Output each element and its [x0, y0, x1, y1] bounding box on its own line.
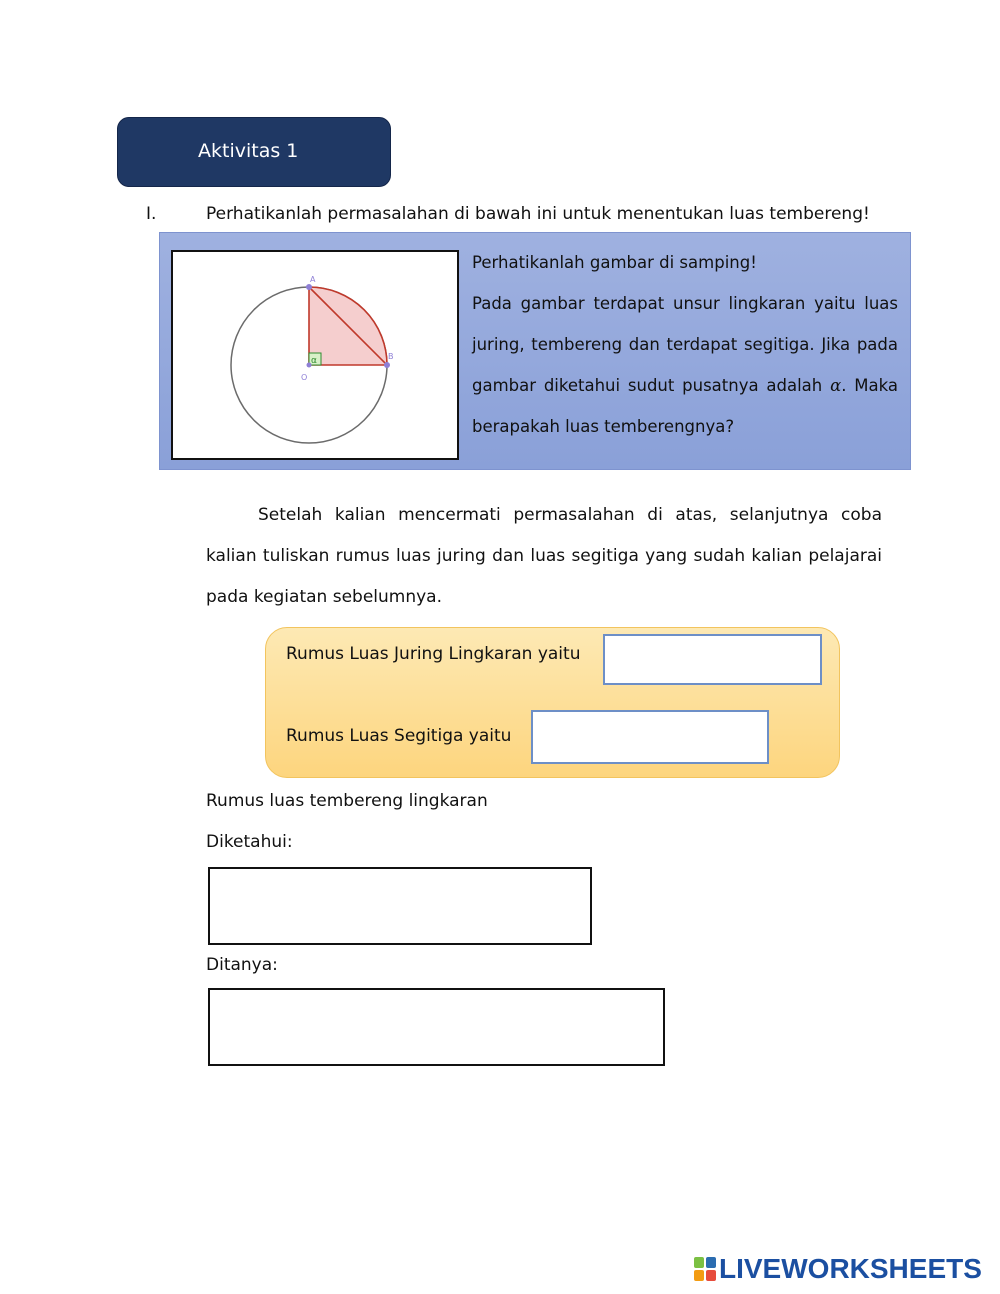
ditanya-label: Ditanya: — [206, 955, 278, 975]
problem-line-2: Pada gambar terdapat unsur lingkaran yaitu luas juring, tembereng dan terdapat segitiga. Jika pada gambar diketahui sudut pusatnya adalah α. Maka berapakah luas temberengnya? — [472, 294, 898, 436]
circle-sector-diagram — [173, 252, 457, 458]
liveworksheets-logo-icon — [694, 1257, 716, 1281]
section-number: I. — [146, 204, 157, 224]
activity-title: Aktivitas 1 — [198, 140, 299, 162]
juring-formula-label: Rumus Luas Juring Lingkaran yaitu — [286, 644, 581, 664]
point-b — [384, 362, 390, 368]
label-o: O — [301, 373, 308, 382]
problem-line-1: Perhatikanlah gambar di samping! — [472, 253, 757, 272]
activity-title-box — [117, 117, 391, 187]
brand-text: LIVEWORKSHEETS — [719, 1253, 982, 1284]
segitiga-formula-label: Rumus Luas Segitiga yaitu — [286, 726, 512, 746]
point-a — [306, 284, 312, 290]
diketahui-answer-box[interactable] — [208, 867, 592, 945]
circle-figure — [171, 250, 459, 460]
problem-text — [472, 242, 898, 447]
section-instruction: Perhatikanlah permasalahan di bawah ini untuk menentukan luas tembereng! — [206, 204, 870, 224]
point-o — [307, 363, 312, 368]
segitiga-formula-input[interactable] — [531, 710, 769, 764]
label-b: B — [388, 352, 394, 361]
diketahui-label: Diketahui: — [206, 832, 293, 852]
ditanya-answer-box[interactable] — [208, 988, 665, 1066]
tembereng-label: Rumus luas tembereng lingkaran — [206, 791, 488, 811]
instruction-paragraph: Setelah kalian mencermati permasalahan di atas, selanjutnya coba kalian tuliskan rumus luas juring dan luas segitiga yang sudah kalian pelajarai pada kegiatan sebelumnya. — [206, 505, 882, 607]
juring-formula-input[interactable] — [603, 634, 822, 685]
alpha-symbol: α — [830, 376, 842, 395]
angle-label: α — [311, 356, 317, 366]
liveworksheets-logo — [694, 1254, 982, 1284]
label-a: A — [310, 275, 316, 284]
